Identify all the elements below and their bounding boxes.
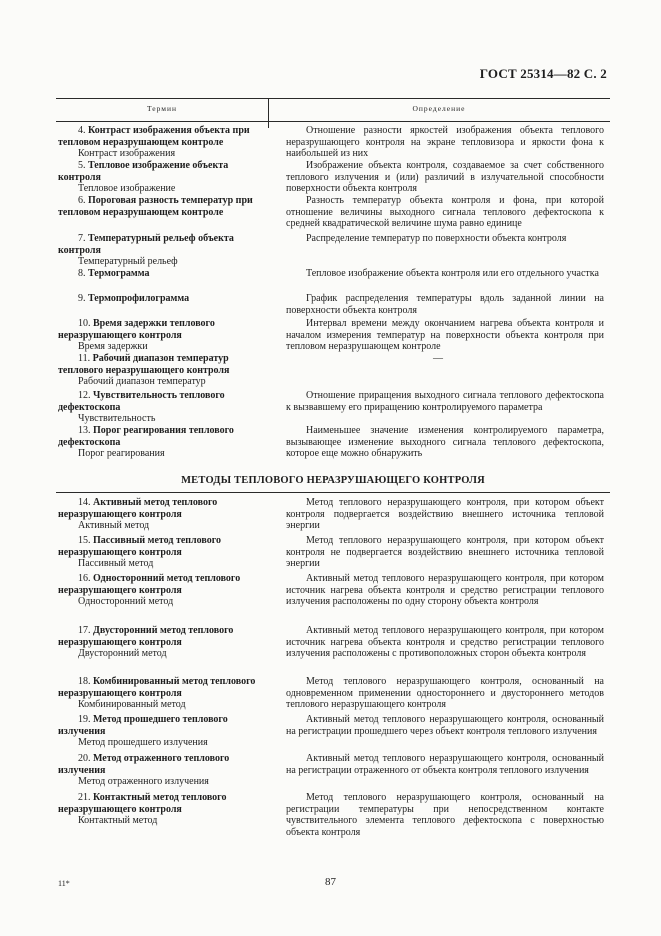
entry-number: 12.: [78, 390, 91, 401]
entry-definition: Отношение приращения выходного сигнала теплового дефектоскопа к вызвавшему его приращению контролируемого параметра: [286, 390, 604, 413]
entry-definition: Изображение объекта контроля, создаваемое за счет собственного теплового излучения и (или) различий в излучательной способности поверхности объекта контроля: [286, 160, 604, 195]
entry-definition: Тепловое изображение объекта контроля или его отдельного участка: [306, 268, 599, 279]
entry-number: 17.: [78, 625, 91, 636]
entry-synonym: Порог реагирования: [78, 448, 165, 460]
entry-definition: Активный метод теплового неразрушающего контроля, основанный на регистрации прошедшего через объект контроля теплового излучения: [286, 714, 604, 737]
entry-term: Тепловое изображение объекта контроля: [58, 160, 229, 183]
entry-term: Пороговая разность температур при тепловом неразрушающем контроле: [58, 195, 253, 218]
entry-term: Температурный рельеф объекта контроля: [58, 233, 234, 256]
entry-synonym: Комбинированный метод: [78, 699, 186, 711]
entry-synonym: Активный метод: [78, 520, 150, 532]
entry-definition: Метод теплового неразрушающего контроля, при котором объект контроля не подвергается воздействию внешнего источника тепловой энергии: [286, 535, 604, 570]
table-header-rule: [56, 121, 610, 122]
entry-term: Время задержки теплового неразрушающего контроля: [58, 318, 215, 341]
entry-definition: Отношение разности яркостей изображения объекта теплового неразрушающего контроля на экране тепловизора и яркости фона к наибольшей из них: [286, 125, 604, 160]
section-title: МЕТОДЫ ТЕПЛОВОГО НЕРАЗРУШАЮЩЕГО КОНТРОЛЯ: [181, 475, 485, 486]
entry-number: 6.: [78, 195, 86, 206]
entry-synonym: Тепловое изображение: [78, 183, 176, 195]
entry-synonym: Контраст изображения: [78, 148, 176, 160]
entry-number: 11.: [78, 353, 91, 364]
entry-definition: Активный метод теплового неразрушающего контроля, при котором источник нагрева объекта контроля и средство регистрации теплового излучения расположены по одну сторону объекта контроля: [286, 573, 604, 608]
entry-number: 16.: [78, 573, 91, 584]
entry-definition: Распределение температур по поверхности объекта контроля: [306, 233, 567, 244]
page-number: 87: [325, 876, 336, 888]
entry-definition: Метод теплового неразрушающего контроля, при котором объект контроля подвергается воздействию внешнего источника тепловой энергии: [286, 497, 604, 532]
entry-synonym: Пассивный метод: [78, 558, 154, 570]
entry-definition: Наименьшее значение изменения контролируемого параметра, вызывающее изменение выходного сигнала теплового дефектоскопа, которое еще можно обнаружить: [286, 425, 604, 460]
entry-synonym: Чувствительность: [78, 413, 156, 425]
entry-number: 19.: [78, 714, 91, 725]
entry-definition: —: [433, 353, 443, 364]
entry-definition: Активный метод теплового неразрушающего контроля, при котором источник нагрева объекта контроля и средство регистрации теплового излучения расположены с противоположных сторон объекта контроля: [286, 625, 604, 660]
entry-term: Двусторонний метод теплового неразрушающего контроля: [58, 625, 234, 648]
entry-definition: Разность температур объекта контроля и фона, при которой отношение величины выходного сигнала теплового дефектоскопа к средней квадратической величине шума равно единице: [286, 195, 604, 230]
column-header-definition: Определение: [412, 104, 466, 113]
entry-synonym: Двусторонний метод: [78, 648, 167, 660]
entry-number: 5.: [78, 160, 86, 171]
entry-term: Контактный метод теплового неразрушающего контроля: [58, 792, 227, 815]
entry-term: Чувствительность теплового дефектоскопа: [58, 390, 225, 413]
entry-number: 13.: [78, 425, 91, 436]
entry-number: 15.: [78, 535, 91, 546]
entry-term: Пассивный метод теплового неразрушающего контроля: [58, 535, 222, 558]
entry-synonym: Рабочий диапазон температур: [78, 376, 206, 388]
entry-term: Термограмма: [88, 268, 150, 279]
column-header-term: Термин: [146, 104, 178, 113]
entry-term: Термопрофилограмма: [88, 293, 190, 304]
entry-definition: График распределения температуры вдоль заданной линии на поверхности объекта контроля: [286, 293, 604, 316]
entry-synonym: Температурный рельеф: [78, 256, 178, 268]
entry-term: Односторонний метод теплового неразрушающего контроля: [58, 573, 241, 596]
entry-term: Метод отраженного теплового излучения: [58, 753, 230, 776]
entry-term: Рабочий диапазон температур теплового неразрушающего контроля: [58, 353, 230, 376]
entry-number: 7.: [78, 233, 86, 244]
entry-synonym: Метод прошедшего излучения: [78, 737, 208, 749]
entry-number: 10.: [78, 318, 91, 329]
entry-synonym: Односторонний метод: [78, 596, 174, 608]
entry-number: 18.: [78, 676, 91, 687]
section-rule: [56, 492, 610, 493]
column-divider: [268, 98, 269, 128]
document-header: ГОСТ 25314—82 С. 2: [479, 66, 607, 81]
entry-number: 9.: [78, 293, 86, 304]
footer-mark: 11*: [58, 879, 70, 888]
entry-number: 21.: [78, 792, 91, 803]
entry-definition: Метод теплового неразрушающего контроля, основанный на регистрации температуры при непосредственном контакте чувствительного элемента теплового дефектоскопа с поверхностью объекта контроля: [286, 792, 604, 838]
entry-term: Контраст изображения объекта при тепловом неразрушающем контроле: [58, 125, 250, 148]
entry-synonym: Метод отраженного излучения: [78, 776, 209, 788]
entry-definition: Активный метод теплового неразрушающего контроля, основанный на регистрации отраженного от объекта контроля теплового излучения: [286, 753, 604, 776]
entry-synonym: Контактный метод: [78, 815, 158, 827]
entry-number: 20.: [78, 753, 91, 764]
table-top-rule: [56, 98, 610, 99]
entry-term: Активный метод теплового неразрушающего контроля: [58, 497, 218, 520]
entry-definition: Метод теплового неразрушающего контроля, основанный на одновременном применении одностороннего и двустороннего методов теплового неразрушающего контроля: [286, 676, 604, 711]
entry-synonym: Время задержки: [78, 341, 148, 353]
entry-number: 4.: [78, 125, 86, 136]
entry-term: Метод прошедшего теплового излучения: [58, 714, 228, 737]
entry-term: Порог реагирования теплового дефектоскопа: [58, 425, 234, 448]
entry-term: Комбинированный метод теплового неразрушающего контроля: [58, 676, 256, 699]
entry-number: 8.: [78, 268, 86, 279]
entry-definition: Интервал времени между окончанием нагрева объекта контроля и началом измерения температур на поверхности объекта контроля при тепловом неразрушающем контроле: [286, 318, 604, 353]
entry-number: 14.: [78, 497, 91, 508]
